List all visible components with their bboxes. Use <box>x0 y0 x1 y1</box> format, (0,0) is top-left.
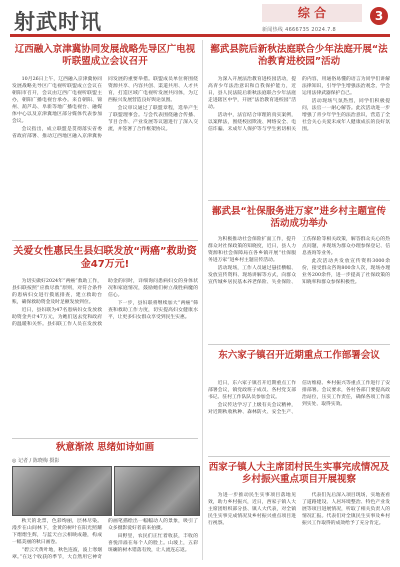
article-1-para: 会议审议通过了联盟章程，选举产生了联盟理事会。与会代表围绕融合传播、节目合作、产业发展等议题进行了深入交流，并签署了合作框架协议。 <box>108 106 198 132</box>
article-1-para: 10月26日上午，辽西融入京津冀协同发展战略先导区广电视听联盟成立会议在朝阳市召开，会议由辽西广电视听联盟主办，朝阳广播电视台承办。来自朝阳、锦州、葫芦岛、阜新等地广播电视台、融媒体中心以及京津冀地区部分媒体代表参加会议。 <box>12 77 102 124</box>
article-6-headline: 东六家子镇召开近期重点工作部署会议 <box>218 350 380 361</box>
article-6-body <box>208 380 390 452</box>
divider <box>208 344 390 345</box>
article-3-para: 田野里，农民们正忙着收获，丰收的喜悦洋溢在每个人的脸上。山坡上，五彩斑斓的树木错落有致，让人流连忘返。 <box>108 534 198 553</box>
article-7-headline: 西家子镇人大主席团村民生实事完成情况及乡村振兴重点项目开展视察 <box>208 462 390 485</box>
article-2-para: 下一步，县妇联将继续加大“两癌”筛查和救助工作力度，切实提高妇女健康水平，让更多妇女群众享受到民生实惠。 <box>108 301 198 320</box>
autumn-photo-1 <box>12 466 112 516</box>
article-7-para: 代表们先后深入项目现场，实地查看了道路建设、人居环境整治、特色产业发展等项目进展情况，听取了相关负责人的情况汇报。代表们对全镇民生实事及乡村振兴工作取得的成效给予了充分肯定。 <box>302 493 390 526</box>
article-6-para: 近日，东六家子镇召开近期重点工作部署会议，镇党政班子成员、各村党支部书记、驻村工作队队员参加会议。 <box>208 381 296 400</box>
article-2-headline: 关爱女性惠民生县妇联发放“两癌”救助资金47万元! <box>13 246 197 270</box>
article-1-headline: 辽西融入京津冀协同发展战略先导区广电视听联盟成立会议召开 <box>14 44 196 67</box>
date-line: 新闻热线 4666735 2024.7.8 <box>262 27 337 33</box>
divider <box>208 456 390 457</box>
article-5-para: 活动现场，工作人员通过悬挂横幅、发放宣传资料、现场讲解等方式，向群众宣传城乡居民基本养老保险、失业保险、工伤保险等相关政策，解答群众关心的热点问题，并现场为群众办理参保登记、信息查询等业务。 <box>208 237 390 285</box>
article-6-para: 会议传达学习了上级有关会议精神，对近期秋收秋种、森林防火、安全生产、信访维稳、乡村振兴等重点工作进行了安排部署。会议要求，各村各部门要提高政治站位，压实工作责任，确保各项工作落到实处、取得实效。 <box>208 381 390 415</box>
article-3-headline: 秋意渐浓 思绪如诗如画 <box>55 442 155 453</box>
section-label: 综 合 <box>262 4 362 22</box>
article-5-headline: 鄯武县“社保服务进万家”进乡村主题宣传活动成功举办 <box>212 206 386 229</box>
article-4-para: 活动现场气氛热烈，同学们积极提问，法官一一耐心解答。此次活动进一步增强了青少年学生的法治意识，营造了全社会关心关爱未成年人健康成长的良好氛围。 <box>302 99 390 132</box>
article-3-byline: ◎ 记者 / 陈晓梅 摄影 <box>12 458 60 464</box>
column-divider <box>202 40 203 560</box>
article-7-body <box>208 492 390 562</box>
divider <box>208 200 390 201</box>
article-5-para: 此次活动共发放宣传资料3000余份，接受群众咨询800余人次，现场办理业务200余件，进一步提高了社保政策的知晓率和群众参保积极性。 <box>302 259 390 285</box>
divider <box>12 438 198 439</box>
article-3-para: 秋天的北票，色彩绚丽，层林尽染。漫步在山间林下，金黄的树叶在阳光照耀下熠熠生辉，与蓝天白云相映成趣，构成一幅美丽的秋日画卷。 <box>12 519 102 545</box>
page-number: 3 <box>370 7 388 25</box>
article-4-para: 活动中，法官结合审理的真实案例，以案释法，围绕校园欺凌、网络安全、电信诈骗、未成年人保护等与学生密切相关的内容，用通俗易懂的语言为同学们讲解法律知识，引导学生增强法治观念，学会运用法律武器保护自己。 <box>208 77 390 132</box>
article-5-para: 为积极推动社会保险扩面工作，提升群众对社保政策的知晓度，近日，县人力资源和社会保障局在各乡镇开展“社保服务进万家”进乡村主题宣传活动。 <box>208 237 296 263</box>
article-2-para: 近日，县妇联为47名患病妇女发放救助资金共计47万元，为她们送去党和政府的温暖和关怀。县妇联工作人员在发放救助金的同时，详细询问患病妇女的身体状况和家庭情况，鼓励她们树立战胜病魔的信心。 <box>12 279 198 327</box>
article-5-body <box>208 236 390 340</box>
article-1-body <box>12 76 198 236</box>
newspaper-logo: 射武时讯 <box>14 10 102 34</box>
autumn-photo-2 <box>114 466 200 516</box>
article-4-headline: 鄯武县院后新秋法庭联合少年法庭开展“法治教育进校园”活动 <box>210 44 388 67</box>
article-3-para: “碧云天黄叶地，秋色连波，波上寒烟翠。”在这个收获的季节，大自然用它神奇的画笔描绘出一幅幅动人的景象，吸引了众多摄影爱好者前来拍摄。 <box>12 519 198 560</box>
article-1-para: 会议指出，成立联盟是贯彻落实省委省政府部署、推动辽西地区融入京津冀协同发展的重要举措。联盟成员单位将围绕资源共享、内容共创、渠道共用、人才共育，打造区域广电视听发展共同体，为辽西振兴发展营造良好舆论氛围。 <box>12 77 198 139</box>
article-2-body <box>12 278 198 436</box>
divider <box>12 240 198 241</box>
article-3-body <box>12 518 198 562</box>
article-4-body <box>208 76 390 198</box>
article-4-para: 为深入开展法治教育进校园活动，提高青少年法治意识和自我保护能力，近日，县人民法院后新秋法庭联合少年法庭走进辖区中学，开展“法治教育进校园”活动。 <box>208 77 296 110</box>
masthead-rule <box>10 34 390 37</box>
article-7-para: 为进一步推动民生实事项目落地见效，助力乡村振兴，近日，西家子镇人大主席团组织部分县、镇人大代表，对全镇民生实事完成情况及乡村振兴重点项目进行视察。 <box>208 493 296 526</box>
article-2-para: 为切实做好2024年“两癌”救助工作，县妇联按照“应救尽救”原则，对符合条件的患病妇女进行摸底排查，建立救助台账，确保救助资金及时足额发放到位。 <box>12 279 102 305</box>
